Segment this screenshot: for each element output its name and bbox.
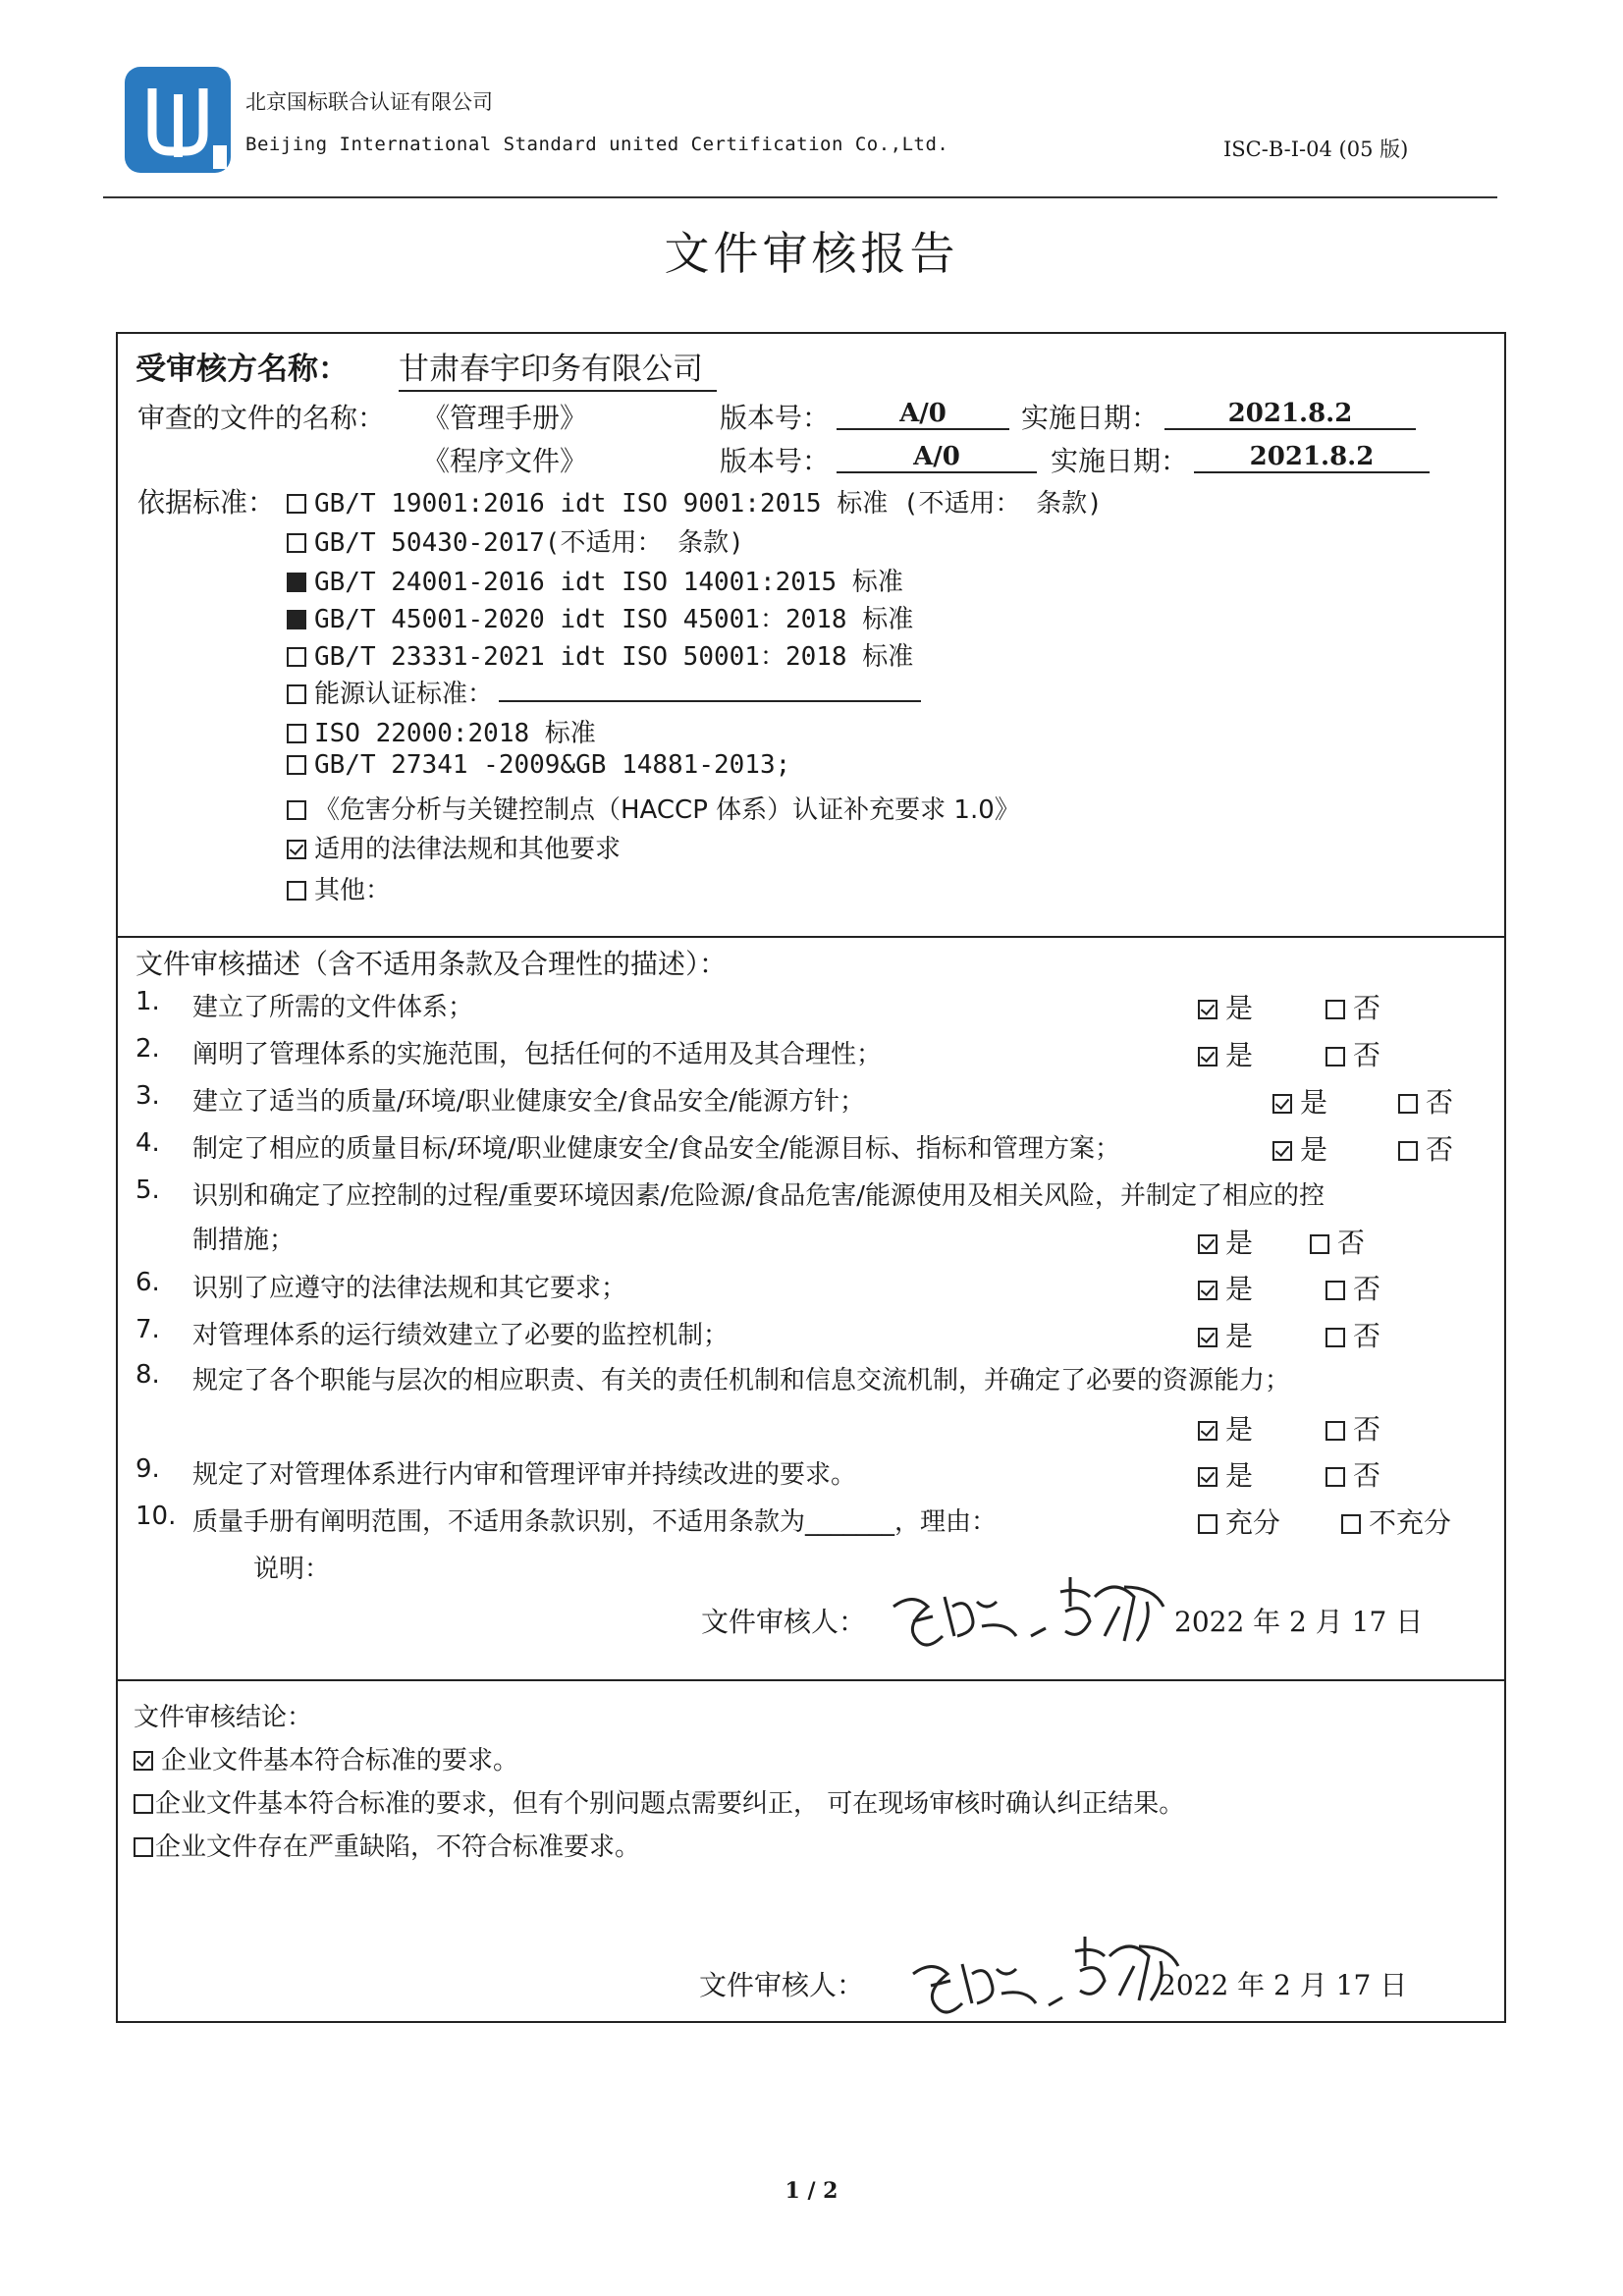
checkbox-icon[interactable] xyxy=(287,724,306,743)
yes-label: 是 xyxy=(1300,1086,1328,1119)
yes-option[interactable] xyxy=(1198,1454,1253,1494)
conclusion-option[interactable] xyxy=(134,1827,640,1863)
yes-label: 是 xyxy=(1225,992,1254,1024)
description-heading: 文件审核描述（含不适用条款及合理性的描述）： xyxy=(135,948,728,980)
standard-text: 适用的法律法规和其他要求 xyxy=(314,835,622,864)
checkbox-checked-icon[interactable] xyxy=(1198,1281,1217,1300)
remark-label: 说明： xyxy=(253,1555,331,1584)
no-label: 否 xyxy=(1353,1039,1381,1071)
date-value-1: 2021.8.2 xyxy=(1164,399,1416,430)
item-number: 8. xyxy=(135,1360,160,1390)
no-label: 否 xyxy=(1353,1273,1381,1305)
conclusion-option[interactable] xyxy=(134,1740,518,1777)
standard-text: GB/T 23331-2021 idt ISO 50001：2018 标准 xyxy=(314,642,914,672)
section-divider-1 xyxy=(116,936,1506,938)
checkbox-icon[interactable] xyxy=(287,494,306,514)
insufficient-label: 不充分 xyxy=(1369,1506,1452,1539)
standard-text: GB/T 19001:2016 idt ISO 9001:2015 标准 (不适用： 条款) xyxy=(314,489,1103,519)
item-text: 建立了所需的文件体系； xyxy=(192,993,474,1022)
yes-option[interactable] xyxy=(1198,987,1253,1026)
bisc-logo xyxy=(123,65,233,175)
item-text: 规定了对管理体系进行内审和管理评审并持续改进的要求。 xyxy=(192,1460,857,1490)
reviewer-signature xyxy=(884,1567,1188,1666)
standard-text: GB/T 27341 -2009&GB 14881-2013; xyxy=(314,750,791,780)
item-number: 3. xyxy=(135,1081,160,1111)
doc-name-2: 《程序文件》 xyxy=(422,445,588,477)
yes-label: 是 xyxy=(1225,1227,1254,1259)
yes-option[interactable] xyxy=(1198,1315,1253,1354)
checkbox-checked-icon[interactable] xyxy=(1198,1047,1217,1066)
checkbox-icon[interactable] xyxy=(1310,1234,1329,1254)
header-divider xyxy=(103,196,1497,198)
page-title: 文件审核报告 xyxy=(664,227,959,280)
yes-label: 是 xyxy=(1225,1413,1254,1446)
checkbox-icon[interactable] xyxy=(287,684,306,704)
item-text: 识别和确定了应控制的过程/重要环境因素/危险源/食品危害/能源使用及相关风险，并制定了相应的控 xyxy=(192,1181,1325,1211)
standard-item[interactable] xyxy=(287,870,391,906)
version-label-2: 版本号： xyxy=(720,445,831,477)
standard-text: GB/T 45001-2020 idt ISO 45001：2018 标准 xyxy=(314,605,914,634)
no-option[interactable] xyxy=(1325,1454,1380,1494)
checkbox-icon[interactable] xyxy=(1398,1141,1418,1161)
yes-label: 是 xyxy=(1225,1459,1254,1492)
checkbox-checked-icon[interactable] xyxy=(1272,1141,1292,1161)
no-label: 否 xyxy=(1353,1320,1381,1352)
auditee-name: 甘肃春宇印务有限公司 xyxy=(399,344,717,392)
conclusion-heading: 文件审核结论： xyxy=(134,1703,313,1732)
checkbox-icon[interactable] xyxy=(1198,1514,1217,1534)
yes-label: 是 xyxy=(1225,1320,1254,1352)
checkbox-filled-icon[interactable] xyxy=(287,573,306,592)
item-text: 规定了各个职能与层次的相应职责、有关的责任机制和信息交流机制，并确定了必要的资源能力； xyxy=(192,1366,1291,1395)
standard-item[interactable] xyxy=(287,483,1103,519)
standard-item[interactable] xyxy=(287,713,596,749)
yes-label: 是 xyxy=(1225,1273,1254,1305)
standard-item[interactable] xyxy=(287,829,621,865)
yes-label: 是 xyxy=(1300,1133,1328,1166)
checkbox-checked-icon[interactable] xyxy=(287,840,306,859)
checkbox-checked-icon[interactable] xyxy=(1198,1234,1217,1254)
section-divider-2 xyxy=(116,1679,1506,1681)
date-label-2: 实施日期： xyxy=(1051,445,1189,477)
standard-text: GB/T 24001-2016 idt ISO 14001:2015 标准 xyxy=(314,568,903,597)
item-number: 5. xyxy=(135,1175,160,1205)
no-label: 否 xyxy=(1426,1133,1454,1166)
item-number: 4. xyxy=(135,1128,160,1158)
item-text: 制定了相应的质量目标/环境/职业健康安全/食品安全/能源目标、指标和管理方案； xyxy=(192,1134,1121,1164)
standard-text: 能源认证标准： xyxy=(314,680,494,709)
checkbox-icon[interactable] xyxy=(1325,1467,1345,1487)
no-option[interactable] xyxy=(1325,1315,1380,1354)
checkbox-checked-icon[interactable] xyxy=(134,1751,153,1771)
checkbox-checked-icon[interactable] xyxy=(1272,1094,1292,1114)
item-number: 7. xyxy=(135,1315,160,1344)
yes-option[interactable] xyxy=(1198,1222,1253,1261)
checkbox-icon[interactable] xyxy=(1325,1328,1345,1347)
standard-item[interactable] xyxy=(287,522,744,559)
standard-item[interactable] xyxy=(287,636,913,673)
conclusion-signature xyxy=(903,1925,1188,2023)
standards-label: 依据标准： xyxy=(137,486,276,519)
checkbox-icon[interactable] xyxy=(287,800,306,820)
checkbox-icon[interactable] xyxy=(287,533,306,553)
item-number: 9. xyxy=(135,1454,160,1484)
standard-item[interactable] xyxy=(287,674,921,710)
date-label-1: 实施日期： xyxy=(1021,402,1160,434)
checkbox-icon[interactable] xyxy=(1398,1094,1418,1114)
checkbox-icon[interactable] xyxy=(1325,1281,1345,1300)
no-option[interactable] xyxy=(1310,1222,1365,1261)
no-option[interactable] xyxy=(1398,1081,1453,1121)
yes-option[interactable] xyxy=(1198,1268,1253,1307)
standard-item[interactable] xyxy=(287,750,790,780)
no-option[interactable] xyxy=(1325,1034,1380,1073)
energy-standard-blank[interactable] xyxy=(499,700,921,702)
standard-text: GB/T 50430-2017(不适用： 条款) xyxy=(314,528,744,558)
company-name-en: Beijing International Standard united Certification Co.,Ltd. xyxy=(245,134,949,155)
checkbox-icon[interactable] xyxy=(134,1794,153,1814)
standard-text: ISO 22000:2018 标准 xyxy=(314,719,596,748)
standard-item[interactable] xyxy=(287,562,903,598)
standard-text: 其他： xyxy=(314,876,392,905)
checkbox-icon[interactable] xyxy=(287,755,306,775)
checkbox-checked-icon[interactable] xyxy=(1198,1467,1217,1487)
conclusion-option-text: 企业文件存在严重缺陷，不符合标准要求。 xyxy=(155,1832,641,1862)
company-name-cn: 北京国标联合认证有限公司 xyxy=(245,90,493,114)
item-number: 6. xyxy=(135,1268,160,1297)
no-option[interactable] xyxy=(1398,1128,1453,1168)
no-option[interactable] xyxy=(1325,1268,1380,1307)
version-label-1: 版本号： xyxy=(720,402,831,434)
version-value-1: A/0 xyxy=(837,399,1009,430)
checkbox-icon[interactable] xyxy=(1341,1514,1361,1534)
standard-text: 《危害分析与关键控制点（HACCP 体系）认证补充要求 1.0》 xyxy=(314,795,1020,825)
checkbox-filled-icon[interactable] xyxy=(287,610,306,629)
checkbox-icon[interactable] xyxy=(134,1837,153,1857)
item-text: 阐明了管理体系的实施范围，包括任何的不适用及其合理性； xyxy=(192,1040,883,1069)
yes-option[interactable] xyxy=(1198,1408,1253,1448)
auditee-label: 受审核方名称： xyxy=(135,352,349,387)
yes-option[interactable] xyxy=(1272,1128,1327,1168)
item-number: 10. xyxy=(135,1502,177,1531)
no-label: 否 xyxy=(1353,1413,1381,1446)
doc-name-1: 《管理手册》 xyxy=(422,402,588,434)
checkbox-icon[interactable] xyxy=(1325,1000,1345,1019)
conclusion-option-text: 企业文件基本符合标准的要求，但有个别问题点需要纠正， 可在现场审核时确认纠正结果。 xyxy=(155,1789,1185,1819)
item-text: 质量手册有阐明范围，不适用条款识别，不适用条款为_______，理由： xyxy=(192,1507,998,1537)
no-label: 否 xyxy=(1426,1086,1454,1119)
no-option[interactable] xyxy=(1325,1408,1380,1448)
item-text: 识别了应遵守的法律法规和其它要求； xyxy=(192,1274,627,1303)
reviewer-label: 文件审核人： xyxy=(701,1606,867,1638)
item-text: 建立了适当的质量/环境/职业健康安全/食品安全/能源方针； xyxy=(192,1087,866,1117)
checkbox-checked-icon[interactable] xyxy=(1198,1000,1217,1019)
checkbox-checked-icon[interactable] xyxy=(1198,1421,1217,1441)
standard-item[interactable] xyxy=(287,599,913,635)
yes-option[interactable] xyxy=(1198,1034,1253,1073)
conclusion-option-text: 企业文件基本符合标准的要求。 xyxy=(161,1746,519,1776)
conclusion-option[interactable] xyxy=(134,1783,1184,1820)
date-value-2: 2021.8.2 xyxy=(1194,442,1430,473)
item-number: 2. xyxy=(135,1034,160,1064)
no-option[interactable] xyxy=(1325,987,1380,1026)
version-value-2: A/0 xyxy=(837,442,1037,473)
no-label: 否 xyxy=(1353,992,1381,1024)
page-number: 1 / 2 xyxy=(784,2178,839,2204)
no-label: 否 xyxy=(1337,1227,1366,1259)
sufficient-label: 充分 xyxy=(1225,1506,1281,1539)
conclusion-reviewer-label: 文件审核人： xyxy=(699,1969,865,2001)
yes-option[interactable] xyxy=(1272,1081,1327,1121)
standard-item[interactable] xyxy=(287,790,1020,826)
doc-label: 审查的文件的名称： xyxy=(137,402,386,434)
insufficient-option[interactable] xyxy=(1341,1502,1451,1541)
checkbox-icon[interactable] xyxy=(287,881,306,901)
checkbox-icon[interactable] xyxy=(1325,1421,1345,1441)
yes-label: 是 xyxy=(1225,1039,1254,1071)
checkbox-checked-icon[interactable] xyxy=(1198,1328,1217,1347)
checkbox-icon[interactable] xyxy=(1325,1047,1345,1066)
item-text: 对管理体系的运行绩效建立了必要的监控机制； xyxy=(192,1321,730,1350)
item-number: 1. xyxy=(135,987,160,1016)
no-label: 否 xyxy=(1353,1459,1381,1492)
conclusion-date: 2022 年 2 月 17 日 xyxy=(1159,1969,1408,2001)
sufficient-option[interactable] xyxy=(1198,1502,1280,1541)
review-date: 2022 年 2 月 17 日 xyxy=(1174,1606,1424,1638)
item-text-cont: 制措施； xyxy=(192,1226,296,1255)
checkbox-icon[interactable] xyxy=(287,647,306,667)
